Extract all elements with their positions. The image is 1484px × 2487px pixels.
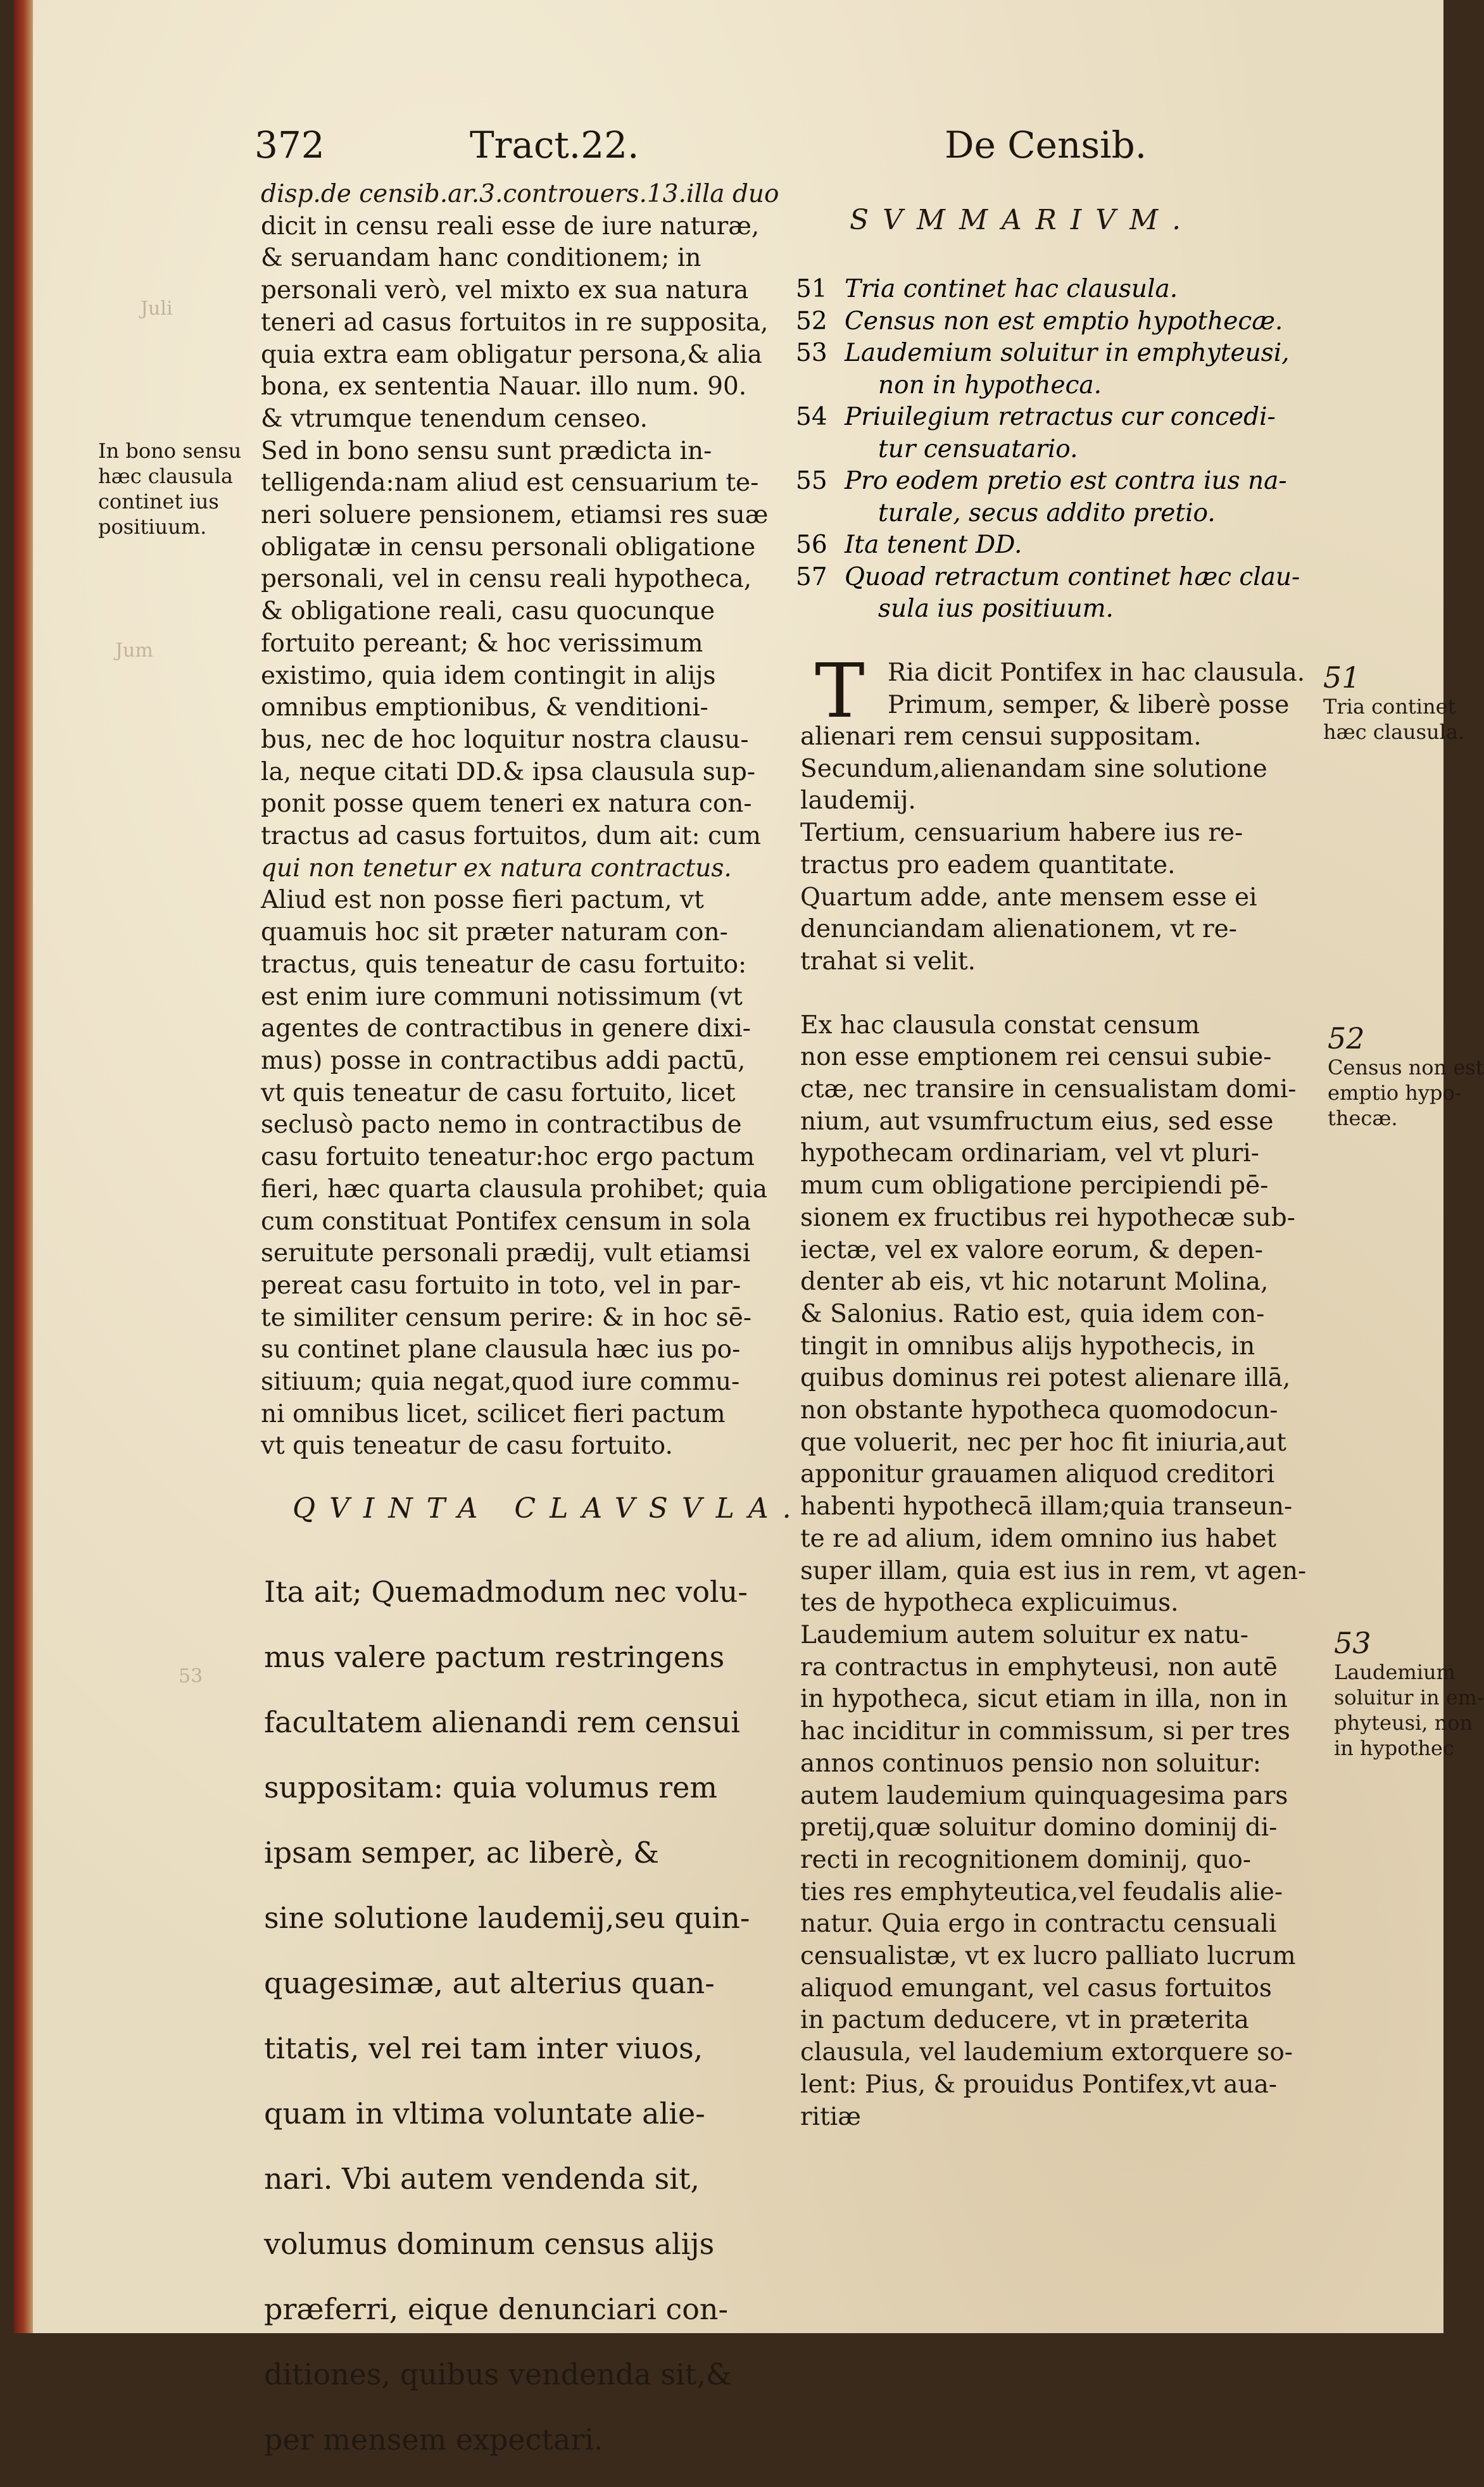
text-line: vt quis teneatur de casu fortuito, licet	[261, 1078, 736, 1107]
text-line: nari. Vbi autem vendenda sit,	[264, 2162, 700, 2196]
margin-line: positiuum.	[98, 515, 207, 539]
text-line: facultatem alienandi rem censui	[264, 1705, 740, 1739]
running-title-right: De Censib.	[945, 123, 1147, 167]
text-line: apponitur grauamen aliquod creditori	[800, 1460, 1275, 1489]
right-column	[800, 721, 1307, 2133]
note-number: 52	[1328, 1021, 1365, 1055]
margin-line: emptio hypo-	[1328, 1081, 1462, 1105]
text-line: ipsam semper, ac liberè, &	[264, 1835, 660, 1870]
text-line: quamuis hoc sit præter naturam con-	[261, 918, 728, 947]
note-number: 51	[1323, 660, 1361, 695]
text-line: ditiones, quibus vendenda sit,&	[264, 2357, 732, 2391]
text-line: fortuito pereant; & hoc verissimum	[261, 629, 703, 658]
text-line: quibus dominus rei potest alienare illā,	[800, 1364, 1291, 1393]
right-margin-note-53	[1334, 1626, 1484, 1761]
text-line: mus valere pactum restringens	[264, 1640, 725, 1674]
note-number: 53	[1334, 1626, 1371, 1660]
summarium-number: 54	[796, 403, 827, 431]
text-line: Laudemium autem soluitur ex natu-	[800, 1620, 1248, 1649]
text-line: recti in recognitionem dominij, quo-	[800, 1845, 1252, 1874]
text-line: volumus dominum census alijs	[264, 2227, 715, 2261]
text-line: ties res emphyteutica,vel feudalis alie-	[800, 1877, 1283, 1906]
right-margin-note-52	[1328, 1021, 1484, 1131]
summarium-item	[796, 593, 1315, 626]
text-line: hypothecam ordinariam, vel vt pluri-	[800, 1139, 1259, 1168]
text-line: ni omnibus licet, scilicet fieri pactum	[261, 1399, 726, 1428]
summarium-number: 51	[796, 275, 827, 303]
text-line: alienari rem censui suppositam.	[800, 722, 1202, 751]
summarium-number: 55	[796, 467, 827, 495]
text-line: Sed in bono sensu sunt prædicta in-	[261, 436, 712, 465]
summarium-item	[796, 529, 1315, 562]
margin-line: thecæ.	[1328, 1106, 1398, 1130]
text-line: sitiuum; quia negat,quod iure commu-	[261, 1368, 740, 1397]
text-line: su continet plane clausula hæc ius po-	[261, 1335, 741, 1364]
left-margin-note	[98, 438, 241, 539]
text-line: super illam, quia est ius in rem, vt agen-	[800, 1556, 1307, 1585]
text-line: Quartum adde, ante mensem esse ei	[800, 883, 1257, 912]
summarium-item	[796, 465, 1315, 498]
text-line: existimo, quia idem contingit in alijs	[261, 661, 716, 690]
text-line: censualistæ, vt ex lucro palliato lucrum	[800, 1942, 1296, 1971]
text-line: in hypotheca, sicut etiam in illa, non in	[800, 1685, 1288, 1714]
quinta-clausula-text	[264, 1545, 783, 2487]
text-line: non esse emptionem rei censui subie-	[800, 1043, 1272, 1072]
text-line: Aliud est non posse fieri pactum, vt	[261, 886, 704, 915]
text-line: neri soluere pensionem, etiamsi res suæ	[261, 501, 769, 530]
bleed-through-mark: 53	[179, 1665, 203, 1687]
text-line: personali verò, vel mixto ex sua natura	[261, 276, 749, 305]
running-title: Tract.22.	[470, 123, 639, 167]
text-line: ponit posse quem teneri ex natura con-	[261, 790, 752, 819]
summarium-item	[796, 562, 1315, 594]
text-line: non obstante hypotheca quomodocun-	[800, 1396, 1278, 1425]
page-number: 372	[255, 123, 325, 167]
text-line: laudemij.	[800, 786, 916, 815]
text-line: pretij,quæ soluitur domino dominij di-	[800, 1813, 1278, 1842]
summarium-item	[796, 401, 1315, 434]
text-line: mum cum obligatione percipiendi pē-	[800, 1171, 1269, 1200]
text-line: natur. Quia ergo in contractu censuali	[800, 1910, 1277, 1939]
summarium-heading: SVMMARIVM.	[850, 204, 1195, 236]
text-line: omnibus emptionibus, & venditioni-	[261, 693, 708, 722]
margin-line: phyteusi, non	[1334, 1711, 1473, 1735]
text-line: te re ad alium, idem omnino ius habet	[800, 1524, 1277, 1553]
bleed-through-mark: Jum	[115, 639, 153, 662]
summarium-item	[796, 370, 1315, 402]
summarium-item	[796, 337, 1315, 370]
text-line: clausula, vel laudemium extorquere so-	[800, 2038, 1293, 2067]
text-line: seclusò pacto nemo in contractibus de	[261, 1111, 742, 1140]
text-line: cum constituat Pontifex censum in sola	[261, 1207, 751, 1236]
text-line: autem laudemium quinquagesima pars	[800, 1781, 1288, 1810]
text-line: casu fortuito teneatur:hoc ergo pactum	[261, 1143, 755, 1172]
text-line: nium, aut vsumfructum eius, sed esse	[800, 1107, 1274, 1136]
drop-cap: T	[815, 647, 865, 734]
text-line: Ex hac clausula constat censum	[800, 1011, 1200, 1040]
text-line: pereat casu fortuito in toto, vel in par-	[261, 1271, 741, 1300]
summarium-item	[796, 274, 1315, 306]
text-line: fieri, hæc quarta clausula prohibet; quia	[261, 1174, 767, 1204]
right-margin-note-51	[1323, 660, 1465, 745]
margin-line: hæc clausula.	[1323, 720, 1465, 744]
text-line: dicit in censu reali esse de iure naturæ,	[261, 211, 760, 241]
margin-line: Laudemium	[1334, 1660, 1456, 1684]
summarium-list	[796, 274, 1315, 626]
text-line: annos continuos pensio non soluitur:	[800, 1749, 1261, 1778]
text-line: & seruandam hanc conditionem; in	[261, 244, 701, 273]
text-line: in pactum deducere, vt in præterita	[800, 2006, 1249, 2035]
summarium-item	[796, 306, 1315, 338]
right-column-opening	[888, 657, 1305, 721]
text-line: titatis, vel rei tam inter viuos,	[264, 2031, 703, 2065]
left-column	[261, 179, 779, 1463]
summarium-text: tur censuatario.	[878, 434, 1078, 463]
text-line: trahat si velit.	[800, 947, 976, 976]
text-line: & Salonius. Ratio est, quia idem con-	[800, 1299, 1265, 1328]
text-line: Ria dicit Pontifex in hac clausula.	[888, 658, 1305, 687]
text-line: qui non tenetur ex natura contractus.	[261, 853, 732, 883]
text-line: quia extra eam obligatur persona,& alia	[261, 340, 762, 369]
text-line: & vtrumque tenendum censeo.	[261, 404, 648, 433]
text-line: ra contractus in emphyteusi, non autē	[800, 1653, 1278, 1682]
summarium-text: non in hypotheca.	[878, 370, 1102, 400]
text-line: obligatæ in censu personali obligatione	[261, 532, 756, 562]
text-line: denter ab eis, vt hic notarunt Molina,	[800, 1268, 1269, 1297]
text-line: est enim iure communi notissimum (vt	[261, 982, 743, 1011]
text-line	[800, 978, 1307, 1010]
bleed-through-mark: Juli	[141, 298, 173, 320]
text-line: Primum, semper, & liberè posse	[888, 690, 1290, 719]
text-line: agentes de contractibus in genere dixi-	[261, 1014, 751, 1043]
summarium-text: Ita tenent DD.	[845, 531, 1022, 559]
summarium-number: 52	[796, 306, 827, 336]
text-line: sionem ex fructibus rei hypothecæ sub-	[800, 1203, 1295, 1232]
summarium-number: 53	[796, 339, 827, 367]
text-line: quam in vltima voluntate alie-	[264, 2096, 705, 2131]
summarium-text: sula ius positiuum.	[878, 595, 1114, 623]
margin-line: soluitur in em-	[1334, 1685, 1484, 1709]
summarium-text: Tria continet hac clausula.	[845, 275, 1178, 303]
summarium-item	[796, 498, 1315, 530]
text-line: tes de hypotheca explicuimus.	[800, 1589, 1179, 1618]
margin-line: Tria continet	[1323, 695, 1456, 719]
text-line: ritiæ	[800, 2102, 861, 2131]
summarium-text: Quoad retractum continet hæc clau-	[845, 562, 1300, 591]
book-spine	[14, 0, 33, 2333]
summarium-text: Census non est emptio hypothecæ.	[845, 306, 1283, 336]
text-line: teneri ad casus fortuitos in re supposita,	[261, 308, 769, 337]
text-line: per mensem expectari.	[264, 2422, 603, 2457]
summarium-item	[796, 434, 1315, 466]
text-line: Secundum,alienandam sine solutione	[800, 754, 1267, 783]
quinta-clausula-heading: QVINTA CLAVSVLA.	[292, 1492, 805, 1525]
text-line: bona, ex sententia Nauar. illo num. 90.	[261, 372, 747, 401]
text-line: sine solutione laudemij,seu quin-	[264, 1901, 750, 1935]
text-line: habenti hypothecā illam;quia transeun-	[800, 1492, 1293, 1521]
running-header	[255, 123, 1312, 174]
text-line: vt quis teneatur de casu fortuito.	[261, 1432, 673, 1461]
text-line: Ita ait; Quemadmodum nec volu-	[264, 1575, 748, 1609]
text-line: & obligatione reali, casu quocunque	[261, 597, 715, 626]
summarium-number: 56	[796, 531, 827, 559]
summarium-number: 57	[796, 562, 827, 591]
text-line: mus) posse in contractibus addi pactū,	[261, 1046, 746, 1075]
summarium-text: Pro eodem pretio est contra ius na-	[845, 467, 1287, 495]
text-line: te similiter censum perire: & in hoc sē-	[261, 1303, 752, 1332]
text-line: disp.de censib.ar.3.controuers.13.illa duo	[261, 180, 779, 208]
text-line: hac inciditur in commissum, si per tres	[800, 1717, 1290, 1746]
margin-line: hæc clausula	[98, 464, 233, 488]
text-line: que voluerit, nec per hoc fit iniuria,aut	[800, 1428, 1286, 1457]
text-line: præferri, eique denunciari con-	[264, 2292, 729, 2326]
summarium-text: Laudemium soluitur in emphyteusi,	[845, 339, 1290, 367]
text-line: bus, nec de hoc loquitur nostra clausu-	[261, 725, 749, 754]
summarium-text: turale, secus addito pretio.	[878, 498, 1216, 527]
text-line: aliquod emungant, vel casus fortuitos	[800, 1974, 1272, 2003]
text-line: denunciandam alienationem, vt re-	[800, 915, 1237, 944]
margin-line: continet ius	[98, 489, 219, 513]
text-line: ctæ, nec transire in censualistam domi-	[800, 1075, 1297, 1104]
text-line: lent: Pius, & prouidus Pontifex,vt aua-	[800, 2070, 1278, 2099]
text-line: tractus, quis teneatur de casu fortuito:	[261, 950, 747, 979]
text-line: tractus ad casus fortuitos, dum ait: cum	[261, 822, 761, 851]
text-line: Tertium, censuarium habere ius re-	[800, 819, 1243, 848]
text-line: la, neque citati DD.& ipsa clausula sup-	[261, 757, 756, 786]
text-line: personali, vel in censu reali hypotheca,	[261, 565, 752, 594]
summarium-text: Priuilegium retractus cur concedi-	[845, 403, 1276, 431]
text-line: seruitute personali prædij, vult etiamsi	[261, 1239, 751, 1268]
text-line: quagesimæ, aut alterius quan-	[264, 1966, 715, 2000]
text-line: suppositam: quia volumus rem	[264, 1770, 717, 1804]
text-line: telligenda:nam aliud est censuarium te-	[261, 469, 759, 498]
margin-line: in hypothec	[1334, 1736, 1454, 1760]
margin-line: Census non est	[1328, 1055, 1484, 1080]
book-page	[14, 0, 1484, 2457]
margin-line: In bono sensu	[98, 439, 242, 463]
text-line: tingit in omnibus alijs hypothecis, in	[800, 1332, 1255, 1361]
text-line: tractus pro eadem quantitate.	[800, 850, 1176, 879]
text-line: iectæ, vel ex valore eorum, & depen-	[800, 1235, 1263, 1264]
